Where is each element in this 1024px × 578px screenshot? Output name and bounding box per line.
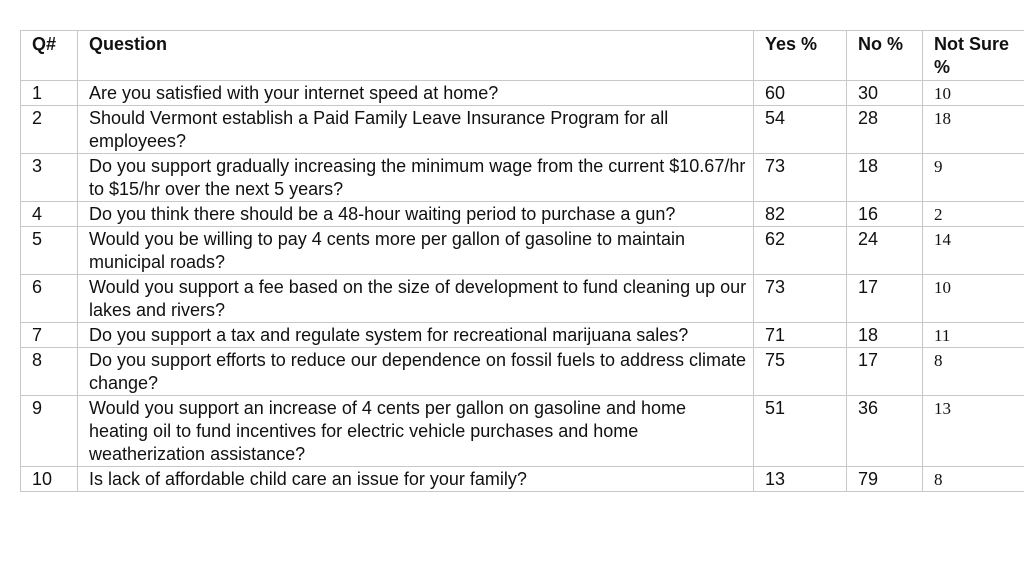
question-number: 2 bbox=[21, 106, 78, 154]
not-sure-percent: 9 bbox=[923, 154, 1024, 202]
question-text: Should Vermont establish a Paid Family Leave Insurance Program for all employees? bbox=[78, 106, 754, 154]
yes-percent: 82 bbox=[754, 202, 847, 227]
no-percent: 36 bbox=[847, 396, 923, 467]
not-sure-percent: 11 bbox=[923, 323, 1024, 348]
no-percent: 24 bbox=[847, 227, 923, 275]
not-sure-percent: 14 bbox=[923, 227, 1024, 275]
no-percent: 17 bbox=[847, 348, 923, 396]
question-text: Would you support a fee based on the size of development to fund cleaning up our lakes and rivers? bbox=[78, 275, 754, 323]
table-row bbox=[21, 106, 1024, 154]
not-sure-percent: 13 bbox=[923, 396, 1024, 467]
yes-percent: 73 bbox=[754, 275, 847, 323]
table-row bbox=[21, 154, 1024, 202]
no-percent: 17 bbox=[847, 275, 923, 323]
no-percent: 18 bbox=[847, 154, 923, 202]
yes-percent: 75 bbox=[754, 348, 847, 396]
question-text: Do you support efforts to reduce our dependence on fossil fuels to address climate change? bbox=[78, 348, 754, 396]
question-number: 10 bbox=[21, 467, 78, 492]
question-text: Would you support an increase of 4 cents per gallon on gasoline and home heating oil to fund incentives for electric vehicle purchases and home weatherization assistance? bbox=[78, 396, 754, 467]
no-percent: 30 bbox=[847, 81, 923, 106]
question-number: 9 bbox=[21, 396, 78, 467]
question-number: 4 bbox=[21, 202, 78, 227]
table-row bbox=[21, 227, 1024, 275]
yes-percent: 13 bbox=[754, 467, 847, 492]
question-number: 7 bbox=[21, 323, 78, 348]
question-number: 1 bbox=[21, 81, 78, 106]
question-text: Do you support gradually increasing the minimum wage from the current $10.67/hr to $15/hr over the next 5 years? bbox=[78, 154, 754, 202]
yes-percent: 73 bbox=[754, 154, 847, 202]
table-row bbox=[21, 81, 1024, 106]
yes-percent: 51 bbox=[754, 396, 847, 467]
not-sure-percent: 8 bbox=[923, 348, 1024, 396]
table-row bbox=[21, 348, 1024, 396]
question-text: Do you think there should be a 48-hour waiting period to purchase a gun? bbox=[78, 202, 754, 227]
question-number: 8 bbox=[21, 348, 78, 396]
question-text: Are you satisfied with your internet speed at home? bbox=[78, 81, 754, 106]
not-sure-percent: 10 bbox=[923, 81, 1024, 106]
question-text: Is lack of affordable child care an issue for your family? bbox=[78, 467, 754, 492]
question-number: 3 bbox=[21, 154, 78, 202]
table-row bbox=[21, 323, 1024, 348]
yes-percent: 54 bbox=[754, 106, 847, 154]
no-percent: 16 bbox=[847, 202, 923, 227]
yes-percent: 60 bbox=[754, 81, 847, 106]
header-question: Question bbox=[78, 31, 754, 81]
table-row bbox=[21, 202, 1024, 227]
yes-percent: 71 bbox=[754, 323, 847, 348]
question-number: 6 bbox=[21, 275, 78, 323]
not-sure-percent: 8 bbox=[923, 467, 1024, 492]
header-yes-percent: Yes % bbox=[754, 31, 847, 81]
no-percent: 18 bbox=[847, 323, 923, 348]
not-sure-percent: 2 bbox=[923, 202, 1024, 227]
no-percent: 28 bbox=[847, 106, 923, 154]
not-sure-percent: 18 bbox=[923, 106, 1024, 154]
question-text: Do you support a tax and regulate system for recreational marijuana sales? bbox=[78, 323, 754, 348]
no-percent: 79 bbox=[847, 467, 923, 492]
header-not-sure-percent: Not Sure % bbox=[923, 31, 1024, 81]
header-row bbox=[21, 31, 1024, 81]
header-no-percent: No % bbox=[847, 31, 923, 81]
survey-results-table bbox=[20, 30, 1024, 492]
not-sure-percent: 10 bbox=[923, 275, 1024, 323]
table-row bbox=[21, 467, 1024, 492]
yes-percent: 62 bbox=[754, 227, 847, 275]
question-number: 5 bbox=[21, 227, 78, 275]
table-row bbox=[21, 275, 1024, 323]
header-question-number: Q# bbox=[21, 31, 78, 81]
question-text: Would you be willing to pay 4 cents more per gallon of gasoline to maintain municipal roads? bbox=[78, 227, 754, 275]
table-row bbox=[21, 396, 1024, 467]
